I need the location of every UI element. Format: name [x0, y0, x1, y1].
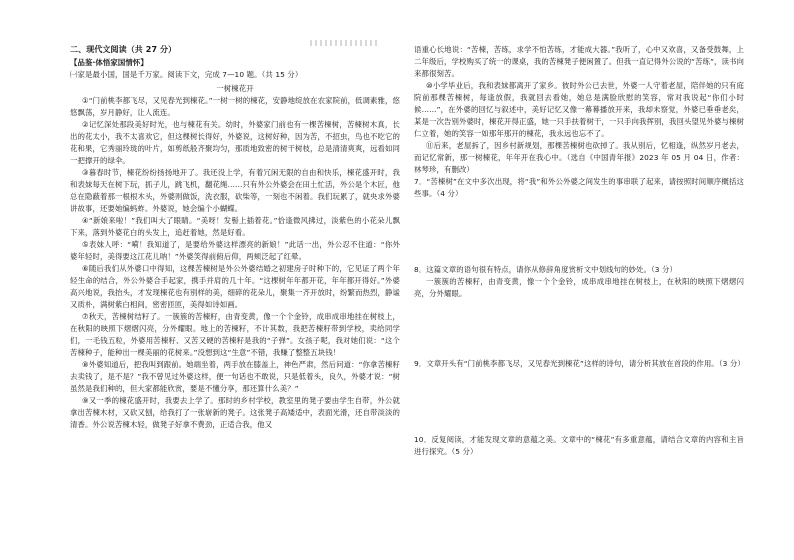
- article-paragraph: ②记忆深处那段美好时光，也与楝花有关。幼时，外婆家门前也有一棵苦楝树，苦楝树木真，长出的花太小，我不太喜欢它，但这棵树长得好，外婆说，这树好种，因为苦，不招虫，鸟也不吃它的花和果，它秀丽玲珑的叶片，如剪纸般齐聚均匀，那质地致密的树干树枝，总是清清爽爽，远看如同一把撑开的绿伞。: [70, 120, 400, 165]
- article-paragraph: ⑨又一季的楝花盛开时，我要去上学了。那时的乡村学校，教室里的凳子要由学生自带，外公就拿出苦楝木材，又砍又刨，给我打了一张崭新的凳子。这张凳子高矮适中，表面光滑，还自带淡淡的清香。外公说苦楝木轻，做凳子好拿不费劲，正适合我，他又: [70, 396, 400, 429]
- section-title: 二、现代文阅读（共 27 分）: [70, 45, 177, 54]
- article-paragraph: ⑩小学毕业后，我和表妹都离开了家乡。彼时外公已去世，外婆一人守着老屋，陪伴她的只有庭院前那棵苦楝树，每逢放假，我就回去看她，她总是满脸欣慰的笑容，常对我说起“你们小时候……”，在外婆的回忆与叙述中，美好记忆又像一幕幕播放开来，我却未察觉，外婆已垂垂老矣，某是一次告别外婆时，楝花开得正盛，她一只手扶着树干，一只手向我挥别，我回头望见外婆与楝树仁立着，她的笑容一如那年那开的楝花，我永远也忘不了。: [414, 81, 744, 138]
- article-paragraph: ⑧外婆知道后，把我叫到跟前。她端坐着，两手放在膝盖上，神色严肃，然后问道：“你拿苦楝籽去卖钱了，是不是？”我不曾见过外婆这样，便一句话也不敢说，只是低着头，良久，外婆才说：“树虽然是我们种的，但大家都能欣赏，要是不懂分享，那还算什么美？”: [70, 360, 400, 393]
- article-paragraph: ①“门前桃李都飞尽，又见春光到楝花。”一树一树的楝花，安静地绽放在农家院前，低调素雅，悠悠飘荡，岁月静好，让人流连。: [70, 96, 401, 117]
- right-column: [414, 44, 744, 458]
- question-10: 10．反复阅读，才能发现文章的意蕴之美。文章中的“楝花”有多重意蕴，请结合文章的内容和主旨进行探究。（5 分）: [414, 435, 744, 456]
- answer-space: [414, 370, 744, 434]
- question-8: 8．这篇文章的语句很有特点，请你从修辞角度赏析文中划线句的妙处。（3 分）: [414, 265, 678, 274]
- article-paragraph: ⑥随后我们从外婆口中得知，这棵苦楝树是外公外婆结婚之初建房子时种下的，它见证了两个年轻生命的结合，外公外婆合手起家，携手并肩的几十年。“这棵树年年都开花，年年都开得好。”外婆高兴地说，我抬头，才发现楝花也有别样的美，细碎的花朵儿，聚集一齐开放时，纷繁而热烈，静谧又质朴，满树紫白相间，密密匝匝，美得如诗如画。: [70, 264, 400, 309]
- article-paragraph: 语重心长地说：“苦楝，苦练，求学不怕苦练，才能成大器。”我听了，心中又欢喜，又备受鼓舞，上二年级后，学校购买了统一的课桌，我的苦楝凳子便闲置了。但我一直记得外公说的“苦练”，读书向来都很刻苦。: [414, 45, 744, 78]
- reading-intro: ㈠家是最小国，国是千万家。阅读下文，完成 7—10 题。（共 15 分）: [70, 70, 303, 79]
- article-title: 一树楝花开: [216, 84, 254, 93]
- article-paragraph: ⑦秋天，苦楝树结籽了。一簇簇的苦楝籽，由青变黄，像一个个金铃，成串成串地挂在树枝上，在秋阳的映照下熠熠闪亮，分外耀眼。地上的苦楝籽，不计其数，我把苦楝籽带到学校，卖给同学们，一毛钱五粒，外婆用苦楝籽、又苦又硬的苦楝籽是我的“子弹”。女孩子呢，我对她们说：“这个苦楝种子，能种出一棵美丽的花树来。”没想到这“生意”不错，我赚了整整五块钱！: [70, 312, 400, 357]
- answer-space: [414, 300, 744, 358]
- article-paragraph: ⑪后来，老屋拆了，因乡村新规划，那棵苦楝树也砍掉了。我从别后，忆相逢，纵然岁月老去，而记忆常新，那一树楝花，年年开在我心中。（选自《中国青年报》2023 年 05 月 04 日，作者：林琴珍，有删改）: [414, 141, 744, 174]
- underlined-sentence: 一簇簇的苦楝籽，由青变黄，像一个个金铃，成串成串地挂在树枝上，在秋阳的映照下熠熠闪亮，分外耀眼。: [414, 277, 744, 298]
- article-paragraph: ③暮春时节，楝花纷纷扬扬地开了。我还没上学，有着冗闲无限的自由和快乐，楝花盛开时，我和表妹每天在树下玩，抓子儿，跳飞机，翻花绳……只有外公外婆会在田土忙活，外公是个木匠，他总在隐蔽着那一根根木头，外婆则做饭，洗衣服，砍柴等，一刻也不闲着。我们玩累了，就央求外婆讲故事，还要她编蚂蚱。外婆说，她会编个小蝴蝶。: [70, 168, 400, 213]
- answer-space: [414, 200, 744, 264]
- question-9: 9．文章开头有“门前桃李都飞尽，又见春光到楝花”这样的诗句，请分析其放在首段的作用。（3 分）: [414, 359, 745, 368]
- article-paragraph: ④“新娘来啦！”我们叫大了眼睛。“美呀！发髻上插着花。”恰逢微风拂过，淡紫色的小花朵儿飘下来，落到外婆花白的头发上，追赶着她，然是好看。: [70, 216, 400, 237]
- article-paragraph: ⑤表妹人呼：“嗬！我知道了，是要给外婆这样漂亮的新娘！”此话一出，外公忍不住道：“你外婆年轻时，美得要这江花儿呐！”外婆笑得前俯后仰，两颊泛起了红晕。: [70, 240, 400, 261]
- left-column: [70, 44, 400, 431]
- question-7: 7．“苦楝树”在文中多次出现，将“我”和外公外婆之间发生的事串联了起来，请按照时间顺序概括这些事。（4 分）: [414, 177, 744, 198]
- section-tag: 【品鉴·体悟家国情怀】: [70, 58, 148, 67]
